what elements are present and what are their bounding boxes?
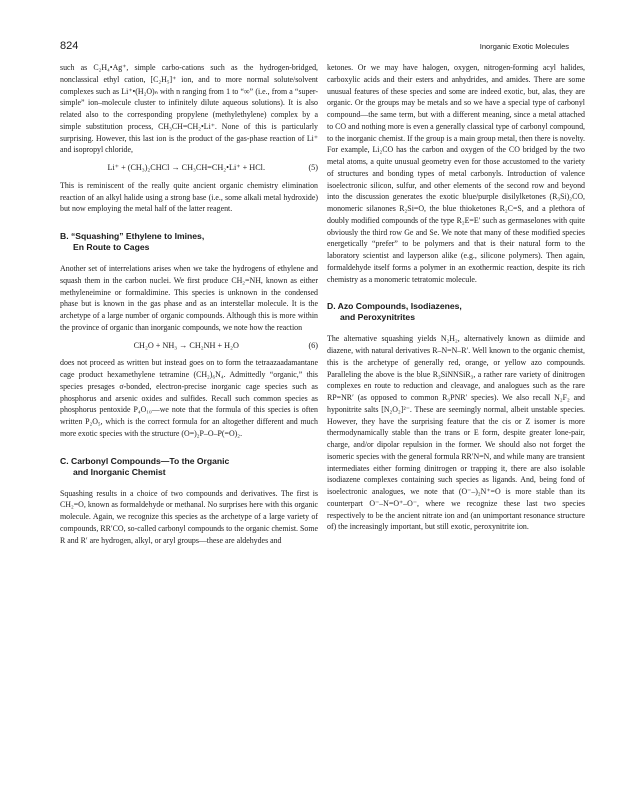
heading-line: D. Azo Compounds, Isodiazenes, <box>327 301 462 312</box>
paragraph: such as C₂H₄•Ag⁺, simple carbo-cations such as the hydrogen-bridged, nonclassical ethyl cation, [C₂H₅]⁺ ion, and to more normal solute/solvent complexes such as Li⁺•(H₂O)ₙ with n ranging from 1 to “∞” (i.e., from a “super-simple” ion–molecule cluster to infinitely dilute aqueous solutions). It is also related also to the corresponding propylene (methylethylene) complex by a simple substitution process, CH₃CH=CH₂•Li⁺. None of this is particularly surprising. However, this last ion is the product of the gas-phase reaction of Li⁺ and isopropyl chloride, <box>60 63 318 155</box>
left-column <box>60 62 318 546</box>
equation-number: (6) <box>308 340 318 350</box>
heading-line: C. Carbonyl Compounds—To the Organic <box>60 455 230 466</box>
section-heading-b <box>60 231 318 253</box>
equation-5 <box>60 156 318 180</box>
section-heading-d <box>327 301 585 323</box>
heading-line: and Inorganic Chemist <box>73 466 166 477</box>
equation-6 <box>60 334 318 358</box>
equation-number: (5) <box>308 163 318 172</box>
heading-line: and Peroxynitrites <box>340 312 415 323</box>
equation-text: Li⁺ + (CH₃)₂CHCl → CH₃CH=CH₂•Li⁺ + HCl. <box>107 163 265 172</box>
paragraph: This is reminiscent of the really quite ancient organic chemistry elimination reaction of an alkyl halide using a strong base (i.e., some alkali metal hydroxide) but now employing the metal half of the latter reagent. <box>60 180 318 214</box>
page-number: 824 <box>60 40 79 52</box>
heading-line: En Route to Cages <box>73 242 150 252</box>
running-title: Inorganic Exotic Molecules <box>479 42 569 51</box>
paragraph: Squashing results in a choice of two compounds and derivatives. The first is CH₂=O, known as formaldehyde or methanal. No surprises here with this organic molecule. Again, we recognize this species as the archetype of a large variety of compounds, RR′CO, so-called carbonyl compounds to the organic chemist. Some R and R′ are hydrogen, alkyl, or aryl groups—these are aldehydes and <box>60 488 318 545</box>
right-column <box>327 62 585 533</box>
section-heading-c <box>60 456 318 478</box>
paragraph: does not proceed as written but instead goes on to form the tetraazaadamantane cage product hexamethylene tetramine (CH₂)₆N₄. Admittedly “organic,” this species presages σ-bonded, electron-precise inorganic cage species such as phosphorus and arsenic oxides and sulfides. Recall such common species as phosphorus pentoxide P₄O₁₀—we note that the formula of this species is often written P₂O₅, which is the correct formula for an altogether different and much more exotic species with the structure (O=)₂P–O–P(=O)₂. <box>60 358 318 438</box>
heading-line: B. “Squashing” Ethylene to Imines, <box>60 231 205 241</box>
equation-text: CH₂O + NH₃ → CH₂NH + H₂O <box>133 340 239 350</box>
paragraph: The alternative squashing yields N₂H₂, alternatively known as diimide and diazene, with natural derivatives R–N=N–R′. Well known to the organic chemist, this is the archetype of generally red, orange, or yellow azo compounds. Paralleling the above is the blue R₃SiNNSiR₃, a rather rare variety of dinitrogen complexes en route to reduction and cleavage, and analogues such as the rare RP=NR′ (as opposed to common R₃PNR′ species). We also recall N₂F₂ and hyponitrite salts [N₂O₂]²⁻. These are seemingly normal, albeit unstable species. However, they have the surprising feature that the cis or Z isomer is more thermodynamically stable than the trans or E form, despite greater lone-pair, charge, and/or dipolar repulsion in the former. We should also not forget the isomeric species with the general formula RR′N=N, and while many are transient intermediates either forming dinitrogen or trapping it, there are also isolable isodiazene complexes containing such species as ligands. And, being fond of isoelectronic analogues, we note that (O⁻–)₂N⁺=O is more stable than its counterpart O⁻–N=O⁺–O⁻, where we recognize these last two species respectively to be the ancient nitrate ion and (an unimportant resonance structure of) the increasingly important, but still exotic, peroxynitrite ion. <box>327 334 585 532</box>
paragraph: ketones. Or we may have halogen, oxygen, nitrogen-forming acyl halides, carboxylic acids and their esters and anhydrides, and amides. There are some unusual features of these species and some are indeed exotic, but, alas, they are organic. Or the groups may be metals and so we have a special type of carbonyl compound—the same term, but with a different meaning, since a metal attached to CO and nothing more is even a generally classical type of carbonyl compound, to the inorganic chemist. If the group is a main group metal, then there is novelty. For example, Li₂CO has the carbon and oxygen of the CO bridged by the two metal atoms, a quite unusual geometry even for those accustomed to the variety of structures and bonding types of metal carbonyls. Introduction of valence isoelectronic silicon, sulfur, and other elements of the second row and beyond into the discussion generates the exotic blue/purple disilylketones (R₃Si)₂CO, monomeric silanones R₂Si=O, the blue thioketones R₂C=S, and a plethora of doubly modified compounds of the type R₂E=E′ such as germaselones with quite obviously the third row Ge and Se. We note that many of these modified species energetically “prefer” to be polymers and that is their natural form to the laboratory scientist and layperson alike (e.g., silicone polymers). Then again, formaldehyde itself forms a polymer in an exothermic reaction, despite its rich chemistry as a monomeric tetratomic molecule. <box>327 63 585 284</box>
paragraph: Another set of interrelations arises when we take the hydrogens of ethylene and squash them in the carbon nuclei. We first produce CH₂=NH, known as either methyleneimine or formaldimine. This species is unknown in the condensed phase but is known in the gas phase and as an interstellar molecule. It is the archetype of a large number of organic compounds. Although this is more within the province of organic than inorganic compounds, we note how the reaction <box>60 264 318 332</box>
